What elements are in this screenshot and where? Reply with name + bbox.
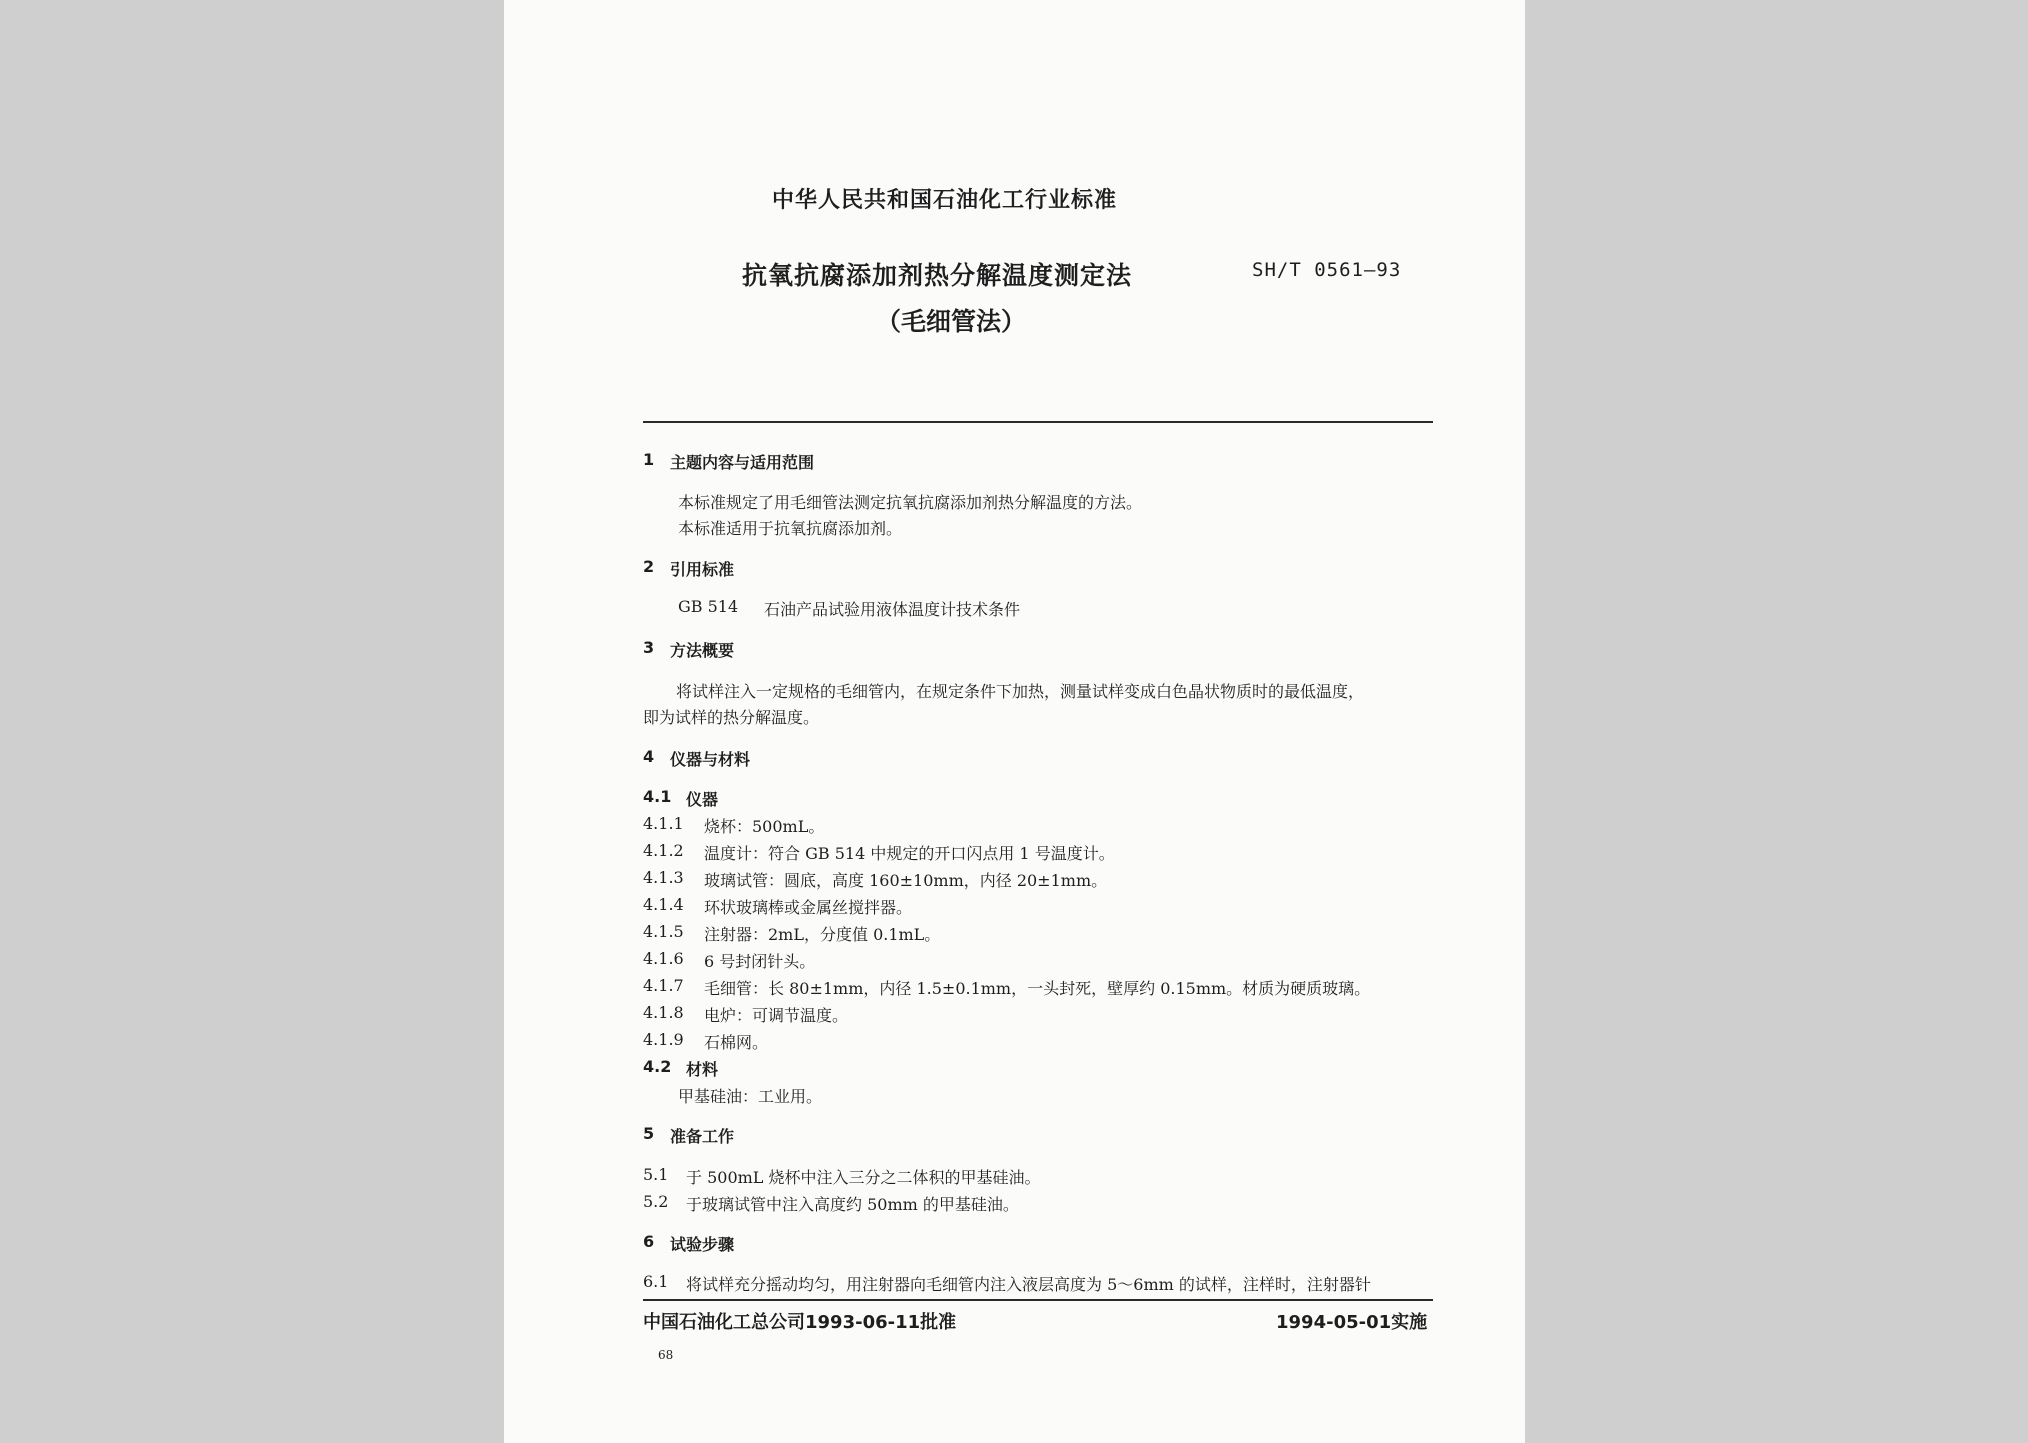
item-text: 于 500mL 烧杯中注入三分之二体积的甲基硅油。 [686,1168,1041,1187]
item-text: 石棉网。 [704,1033,769,1052]
section-number: 5 [643,1124,655,1143]
section-title: 主题内容与适用范围 [670,453,815,472]
subsection-number: 4.1 [643,787,672,806]
item-number: 4.1.4 [643,895,684,914]
standard-subtitle: （毛细管法） [876,307,1027,336]
item-text: 注射器：2mL，分度值 0.1mL。 [704,925,941,944]
reference-text: 石油产品试验用液体温度计技术条件 [764,600,1021,619]
paragraph: 本标准适用于抗氧抗腐添加剂。 [678,519,903,538]
item-number: 4.1.1 [643,814,684,833]
section-title: 试验步骤 [670,1235,735,1254]
item-number: 4.1.2 [643,841,684,860]
reference-code: GB 514 [678,597,739,616]
item-text: 6 号封闭针头。 [704,952,816,971]
standard-title: 抗氧抗腐添加剂热分解温度测定法 [742,261,1133,290]
issuing-organization: 中华人民共和国石油化工行业标准 [772,188,1118,213]
item-number: 5.1 [643,1165,669,1184]
item-text: 将试样充分摇动均匀，用注射器向毛细管内注入液层高度为 5～6mm 的试样，注样时，注射器针 [686,1275,1371,1294]
implementation-line: 1994-05-01实施 [1276,1312,1428,1333]
paragraph: 将试样注入一定规格的毛细管内，在规定条件下加热，测量试样变成白色晶状物质时的最低温度， [676,682,1365,701]
section-title: 仪器与材料 [670,750,751,769]
item-text: 环状玻璃棒或金属丝搅拌器。 [704,898,913,917]
section-number: 2 [643,557,655,576]
section-title: 准备工作 [670,1127,735,1146]
header-divider [643,421,1433,423]
item-text: 温度计：符合 GB 514 中规定的开口闪点用 1 号温度计。 [704,844,1115,863]
subsection-title: 仪器 [686,790,719,809]
item-number: 4.1.8 [643,1003,684,1022]
paragraph: 即为试样的热分解温度。 [643,708,820,727]
paragraph: 甲基硅油：工业用。 [678,1087,823,1106]
section-title: 引用标准 [670,560,735,579]
section-title: 方法概要 [670,641,735,660]
section-number: 6 [643,1232,655,1251]
document-page [504,0,1525,1443]
page-number: 68 [658,1348,674,1362]
item-text: 玻璃试管：圆底，高度 160±10mm，内径 20±1mm。 [704,871,1108,890]
item-text: 烧杯：500mL。 [704,817,825,836]
subsection-number: 4.2 [643,1057,672,1076]
item-number: 5.2 [643,1192,669,1211]
section-number: 1 [643,450,655,469]
paragraph: 本标准规定了用毛细管法测定抗氧抗腐添加剂热分解温度的方法。 [678,493,1143,512]
approval-line: 中国石油化工总公司1993-06-11批准 [643,1312,957,1333]
item-text: 电炉：可调节温度。 [704,1006,849,1025]
item-number: 4.1.5 [643,922,684,941]
standard-code: SH/T 0561—93 [1252,259,1402,281]
item-text: 毛细管：长 80±1mm，内径 1.5±0.1mm，一头封死，壁厚约 0.15mm。材质为硬质玻璃。 [704,979,1371,998]
item-number: 6.1 [643,1272,669,1291]
item-number: 4.1.6 [643,949,684,968]
item-number: 4.1.3 [643,868,684,887]
section-number: 4 [643,747,655,766]
item-number: 4.1.9 [643,1030,684,1049]
item-text: 于玻璃试管中注入高度约 50mm 的甲基硅油。 [686,1195,1019,1214]
footer-divider [643,1299,1433,1301]
subsection-title: 材料 [686,1060,719,1079]
item-number: 4.1.7 [643,976,684,995]
section-number: 3 [643,638,655,657]
